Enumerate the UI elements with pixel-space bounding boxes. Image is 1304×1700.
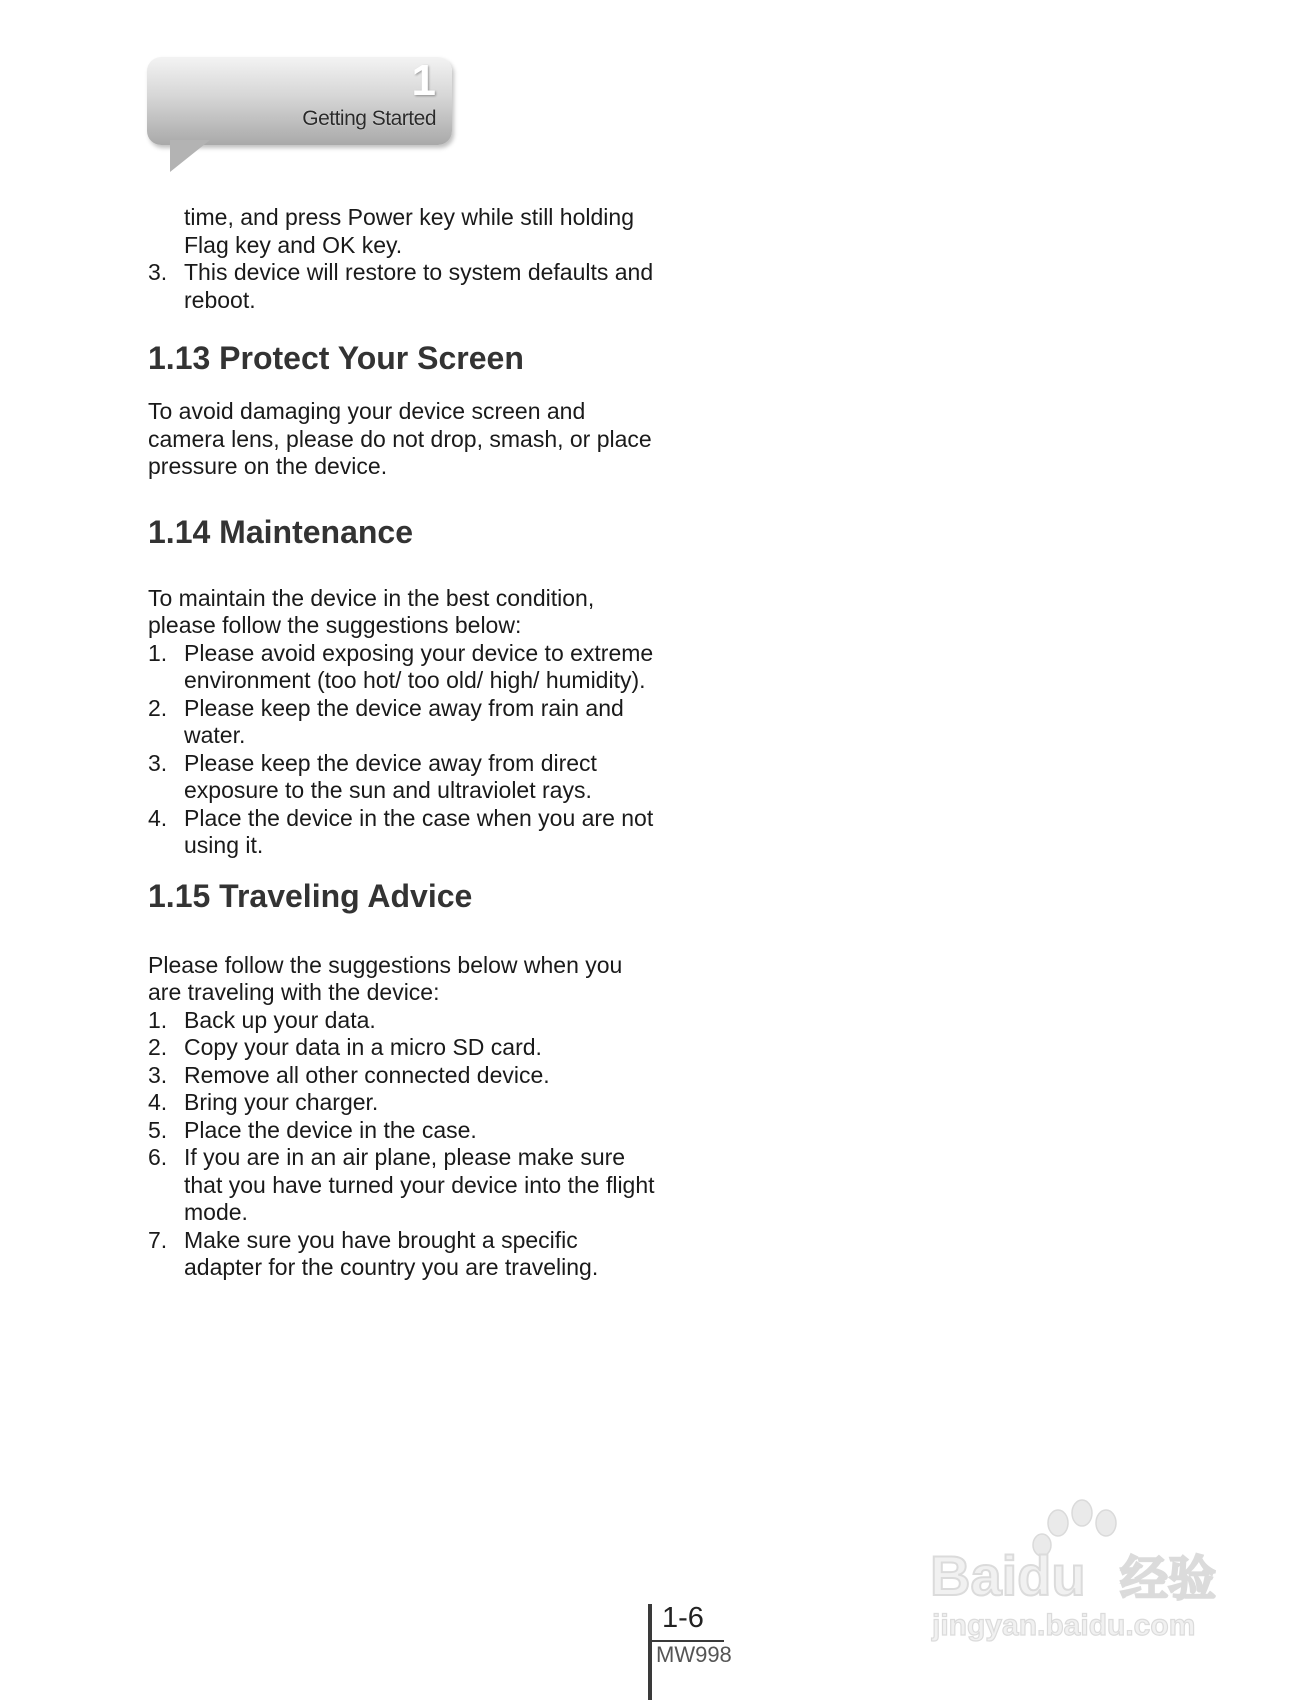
maintenance-intro: To maintain the device in the best condition, please follow the suggestions below: [148,584,595,638]
traveling-intro: Please follow the suggestions below when you are traveling with the device: [148,951,623,1005]
section-heading-maintenance: 1.14 Maintenance [148,513,413,550]
maintenance-list [148,640,658,860]
list-item-text: Please avoid exposing your device to extreme environment (too hot/ too old/ high/ humidity). [184,639,654,693]
list-item-number: 2. [148,694,168,721]
list-item-number: 3. [148,749,168,776]
list-item-number: 3. [148,259,168,285]
list-item-text: Copy your data in a micro SD card. [184,1034,542,1060]
list-item-text: Bring your charger. [184,1089,379,1115]
list-item [148,1117,658,1145]
continued-step-text: time, and press Power key while still holding Flag key and OK key. [184,204,634,258]
list-item-number: 2. [148,1034,168,1060]
list-item [148,805,658,860]
list-item-text: If you are in an air plane, please make sure that you have turned your device into the flight mode. [184,1144,655,1225]
section-heading-protect: 1.13 Protect Your Screen [148,340,524,376]
list-item-text: Make sure you have brought a specific adapter for the country you are traveling. [184,1226,599,1280]
list-item [148,259,658,314]
list-item [148,1062,658,1090]
list-item [148,1034,658,1062]
list-item [148,1089,658,1117]
chapter-badge-tail [170,140,210,172]
section-heading-traveling: 1.15 Traveling Advice [148,877,473,914]
list-item-text: Please keep the device away from rain and water. [184,694,624,748]
list-item-text: Place the device in the case. [184,1116,477,1143]
model-name: MW998 [656,1642,732,1667]
chapter-number: 1 [411,56,436,105]
list-item-text: Back up your data. [184,1006,376,1033]
list-item-text: Place the device in the case when you are not using it. [184,804,654,858]
paw-toe-icon [1096,1510,1116,1536]
list-item [148,1227,658,1282]
watermark-brand-cn: 经验 [1120,1551,1217,1607]
list-item [148,1007,658,1035]
list-item [148,695,658,750]
list-item-number: 4. [148,1089,168,1115]
traveling-list [148,1007,658,1282]
paw-toe-icon [1048,1510,1068,1536]
list-item-number: 1. [148,639,168,666]
chapter-badge [147,57,452,145]
list-item-number: 3. [148,1061,168,1088]
watermark-brand: Baidu [930,1544,1086,1607]
list-item-number: 6. [148,1144,168,1170]
list-item [148,750,658,805]
continued-step-list [148,259,658,314]
baidu-watermark-logo [920,1495,1240,1645]
list-item-number: 5. [148,1116,168,1143]
list-item-text: This device will restore to system defaults and reboot. [184,259,654,313]
list-item-number: 1. [148,1006,168,1033]
list-item [148,1144,658,1227]
list-item-text: Please keep the device away from direct exposure to the sun and ultraviolet rays. [184,749,597,803]
paw-toe-icon [1072,1500,1092,1526]
protect-body: To avoid damaging your device screen and camera lens, please do not drop, smash, or place pressure on the device. [148,398,652,479]
page-number: 1-6 [662,1602,704,1634]
watermark-url: jingyan.baidu.com [932,1609,1196,1642]
list-item-text: Remove all other connected device. [184,1061,550,1088]
page-marker-rule [648,1604,652,1700]
page-content [148,204,658,1282]
list-item-number: 7. [148,1226,168,1253]
chapter-title: Getting Started [302,107,436,130]
list-item-number: 4. [148,804,168,831]
list-item [148,640,658,695]
